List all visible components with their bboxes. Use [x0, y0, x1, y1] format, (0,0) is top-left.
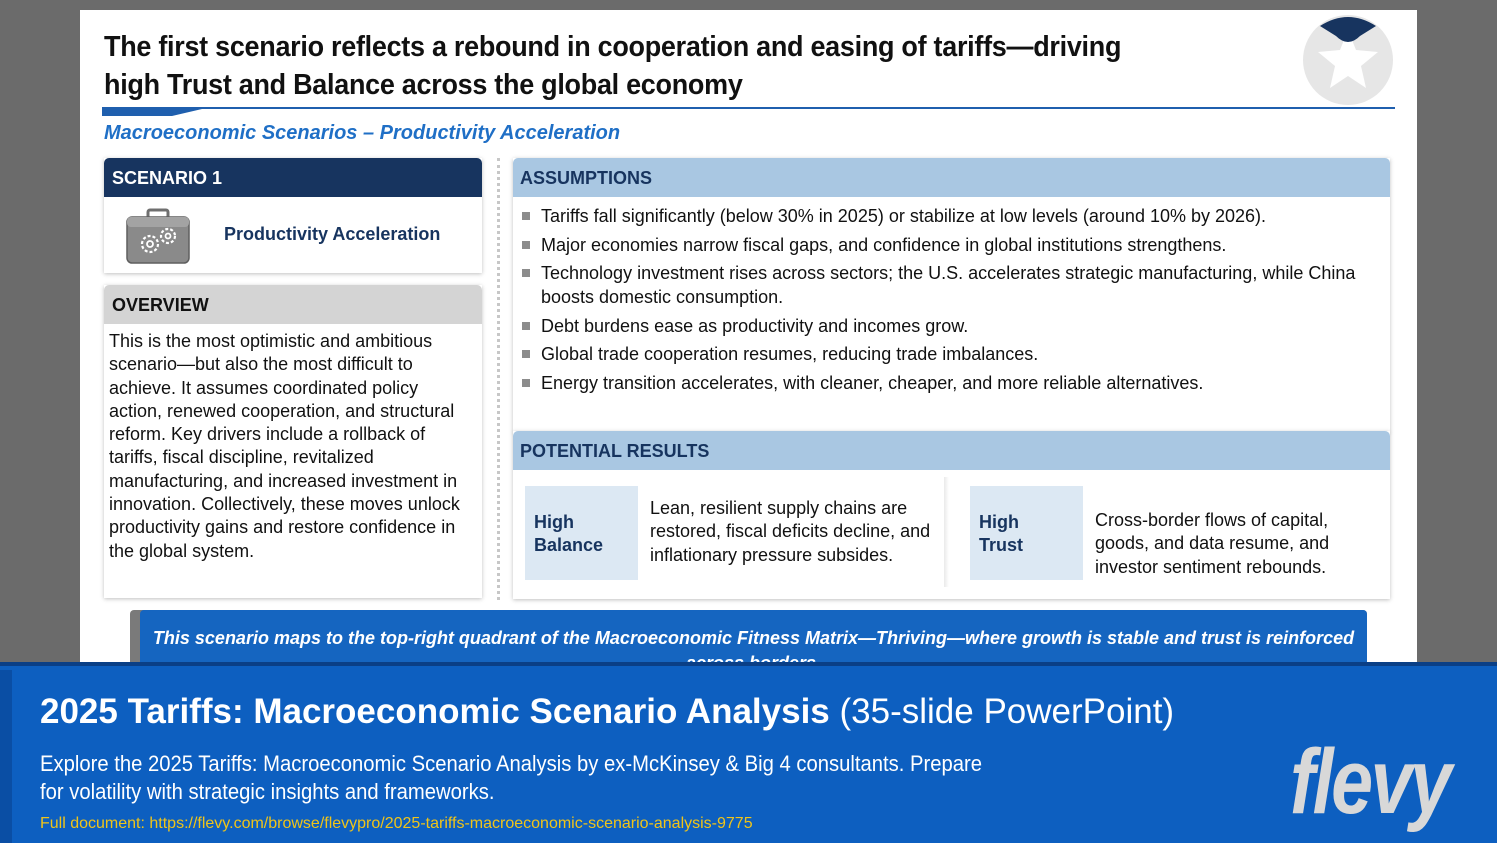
title-divider-tab — [102, 109, 202, 116]
assumption-item: Technology investment rises across sectors; the U.S. accelerates strategic manufacturing, while China boosts domestic consumption. — [520, 261, 1378, 309]
assumptions-heading: ASSUMPTIONS — [513, 158, 1390, 197]
document-banner — [0, 662, 1497, 843]
compass-star-icon — [1302, 14, 1394, 106]
title-divider — [102, 107, 1395, 109]
banner-title-bold: 2025 Tariffs: Macroeconomic Scenario Analysis — [40, 692, 830, 731]
assumption-item: Global trade cooperation resumes, reducing trade imbalances. — [520, 342, 1378, 366]
potential-results-panel — [513, 431, 1390, 599]
assumption-item: Major economies narrow fiscal gaps, and confidence in global institutions strengthens. — [520, 233, 1378, 257]
result-label-balance: High Balance — [525, 486, 638, 580]
results-separator — [944, 477, 949, 587]
slide — [80, 10, 1417, 680]
scenario-heading: SCENARIO 1 — [104, 158, 482, 197]
briefcase-gears-icon — [126, 208, 190, 264]
assumptions-panel — [513, 158, 1390, 432]
scenario-panel — [104, 158, 482, 273]
assumption-item: Debt burdens ease as productivity and incomes grow. — [520, 314, 1378, 338]
overview-text: This is the most optimistic and ambitious scenario—but also the most difficult to achieve. It assumes coordinated policy action, renewed cooperation, and structural reform. Key drivers include a rollback of tariffs, fiscal discipline, revitalized manufacturing, and increased investment in innovation. Collectively, these moves unlock productivity gains and restore confidence in the global system. — [109, 331, 460, 561]
scenario-name: Productivity Acceleration — [224, 224, 441, 244]
overview-heading: OVERVIEW — [104, 285, 482, 324]
result-text-balance: Lean, resilient supply chains are restored, fiscal deficits decline, and inflationary pressure subsides. — [650, 498, 931, 565]
section-subtitle: Macroeconomic Scenarios – Productivity Acceleration — [104, 122, 621, 144]
assumption-item: Energy transition accelerates, with cleaner, cheaper, and more reliable alternatives. — [520, 371, 1378, 395]
banner-description: Explore the 2025 Tariffs: Macroeconomic Scenario Analysis by ex-McKinsey & Big 4 consultants. Prepare for volatility with strategic insights and frameworks. — [40, 751, 983, 804]
banner-title-light: (35-slide PowerPoint) — [839, 692, 1175, 731]
full-document-link[interactable]: Full document: https://flevy.com/browse/flevypro/2025-tariffs-macroeconomic-scenario-analysis-9775 — [40, 815, 753, 832]
slide-title: The first scenario reflects a rebound in cooperation and easing of tariffs—driving high Trust and Balance across the global economy — [104, 31, 1122, 101]
assumptions-list — [513, 197, 1390, 395]
result-label-trust: High Trust — [970, 486, 1083, 580]
callout-box: This scenario maps to the top-right quadrant of the Macroeconomic Fitness Matrix—Thriving—where growth is stable and trust is reinforced — [140, 610, 1367, 680]
assumption-item: Tariffs fall significantly (below 30% in 2025) or stabilize at low levels (around 10% by 2026). — [520, 204, 1378, 228]
overview-panel — [104, 285, 482, 598]
result-text-trust: Cross-border flows of capital, goods, and data resume, and investor sentiment rebounds. — [1095, 510, 1330, 577]
banner-accent-bar — [0, 670, 12, 843]
flevy-logo[interactable]: flevy — [1290, 731, 1450, 833]
results-heading: POTENTIAL RESULTS — [513, 431, 1390, 470]
column-divider — [497, 158, 500, 600]
banner-title — [40, 692, 1174, 732]
